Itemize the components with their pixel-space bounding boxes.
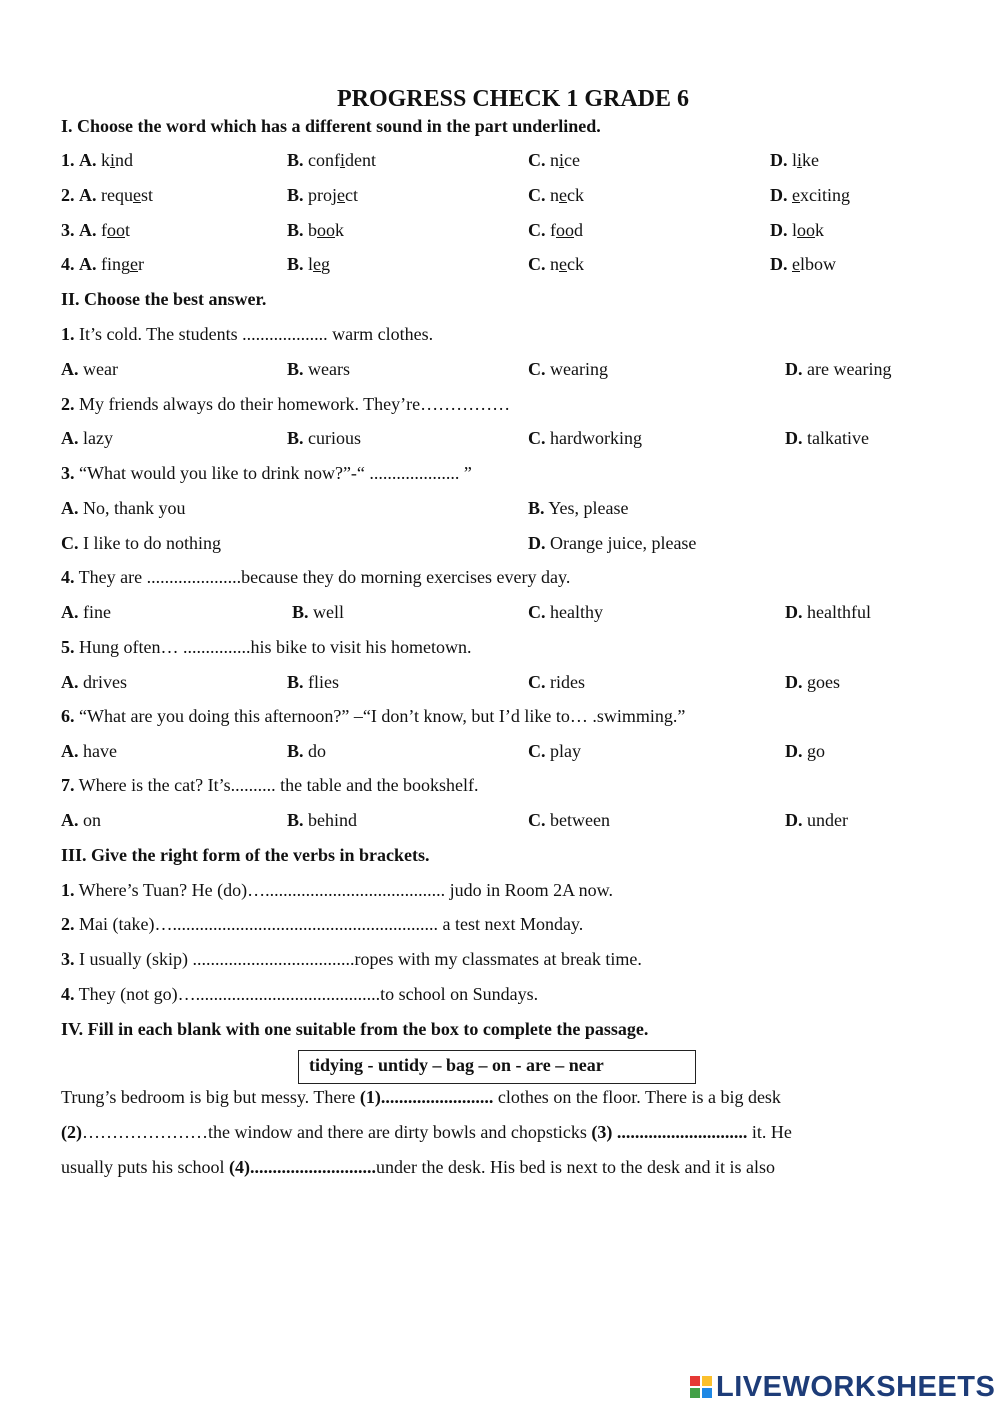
s3-question-3: 3. I usually (skip) ....................................ropes with my classmates at break time.: [61, 949, 642, 969]
s2-question-7-stem: 7. Where is the cat? It’s.......... the table and the bookshelf.: [61, 775, 479, 795]
option-label: A.: [79, 254, 97, 274]
liveworksheets-logo: [690, 1370, 995, 1404]
option-label: C.: [528, 254, 546, 274]
liveworksheets-logo-text: LIVEWORKSHEETS: [716, 1370, 996, 1403]
option-label: C.: [528, 185, 546, 205]
question-number: 4.: [61, 984, 75, 1004]
option-label: A.: [79, 150, 97, 170]
question-number: 2.: [61, 394, 75, 414]
option-label: C.: [528, 150, 546, 170]
question-number: 1.: [61, 150, 75, 170]
passage-line-2: (2)…………………the window and there are dirty bowls and chopsticks (3) ............................. it. He: [61, 1122, 792, 1142]
question-number: 4.: [61, 567, 75, 587]
passage-line-1: Trung’s bedroom is big but messy. There (1)......................... clothes on the floor. There is a big desk: [61, 1087, 781, 1107]
option-label: A.: [79, 220, 97, 240]
s2-question-2-stem: 2. My friends always do their homework. They’re……………: [61, 394, 511, 414]
option-label: B.: [287, 254, 304, 274]
liveworksheets-icon: [690, 1376, 712, 1398]
question-number: 1.: [61, 324, 75, 344]
question-number: 1.: [61, 880, 75, 900]
question-number: 5.: [61, 637, 75, 657]
option-label: B.: [287, 150, 304, 170]
question-number: 3.: [61, 949, 75, 969]
option-label: D.: [770, 185, 788, 205]
passage-line-3: usually puts his school (4)............................under the desk. His bed is next to the desk and it is also: [61, 1157, 775, 1177]
option-label: D.: [770, 220, 788, 240]
option-label: B.: [287, 185, 304, 205]
blank-4: (4)............................: [229, 1157, 377, 1177]
blank-3: (3) .............................: [591, 1122, 748, 1142]
s2-question-1-stem: 1. It’s cold. The students ................... warm clothes.: [61, 324, 434, 344]
section-4-heading: IV. Fill in each blank with one suitable from the box to complete the passage.: [61, 1019, 649, 1039]
blank-2: (2): [61, 1122, 82, 1142]
s2-question-5-stem: 5. Hung often… ...............his bike to visit his hometown.: [61, 637, 472, 657]
option-label: C.: [528, 220, 546, 240]
option-label: B.: [287, 220, 304, 240]
option-label: A.: [79, 185, 97, 205]
question-number: 3.: [61, 463, 75, 483]
question-number: 3.: [61, 220, 75, 240]
s2-question-3-stem: 3. “What would you like to drink now?”-“ .................... ”: [61, 463, 472, 483]
section-1-heading: I. Choose the word which has a different sound in the part underlined.: [61, 116, 601, 136]
s3-question-2: 2. Mai (take)…........................................................... a test next Monday.: [61, 914, 584, 934]
question-number: 4.: [61, 254, 75, 274]
section-2-heading: II. Choose the best answer.: [61, 289, 267, 309]
s2-question-4-stem: 4. They are .....................because they do morning exercises every day.: [61, 567, 571, 587]
word-box: tidying - untidy – bag – on - are – near: [298, 1050, 696, 1084]
option-label: D.: [770, 150, 788, 170]
question-number: 2.: [61, 185, 75, 205]
option-label: D.: [770, 254, 788, 274]
s3-question-4: 4. They (not go)….........................................to school on Sundays.: [61, 984, 539, 1004]
question-number: 2.: [61, 914, 75, 934]
page-title: PROGRESS CHECK 1 GRADE 6: [336, 86, 690, 112]
s2-question-6-stem: 6. “What are you doing this afternoon?” –“I don’t know, but I’d like to… .swimming.”: [61, 706, 686, 726]
section-3-heading: III. Give the right form of the verbs in brackets.: [61, 845, 430, 865]
question-number: 7.: [61, 775, 75, 795]
blank-1: (1).........................: [359, 1087, 494, 1107]
question-number: 6.: [61, 706, 75, 726]
s3-question-1: 1. Where’s Tuan? He (do)…........................................ judo in Room 2A now.: [61, 880, 613, 900]
